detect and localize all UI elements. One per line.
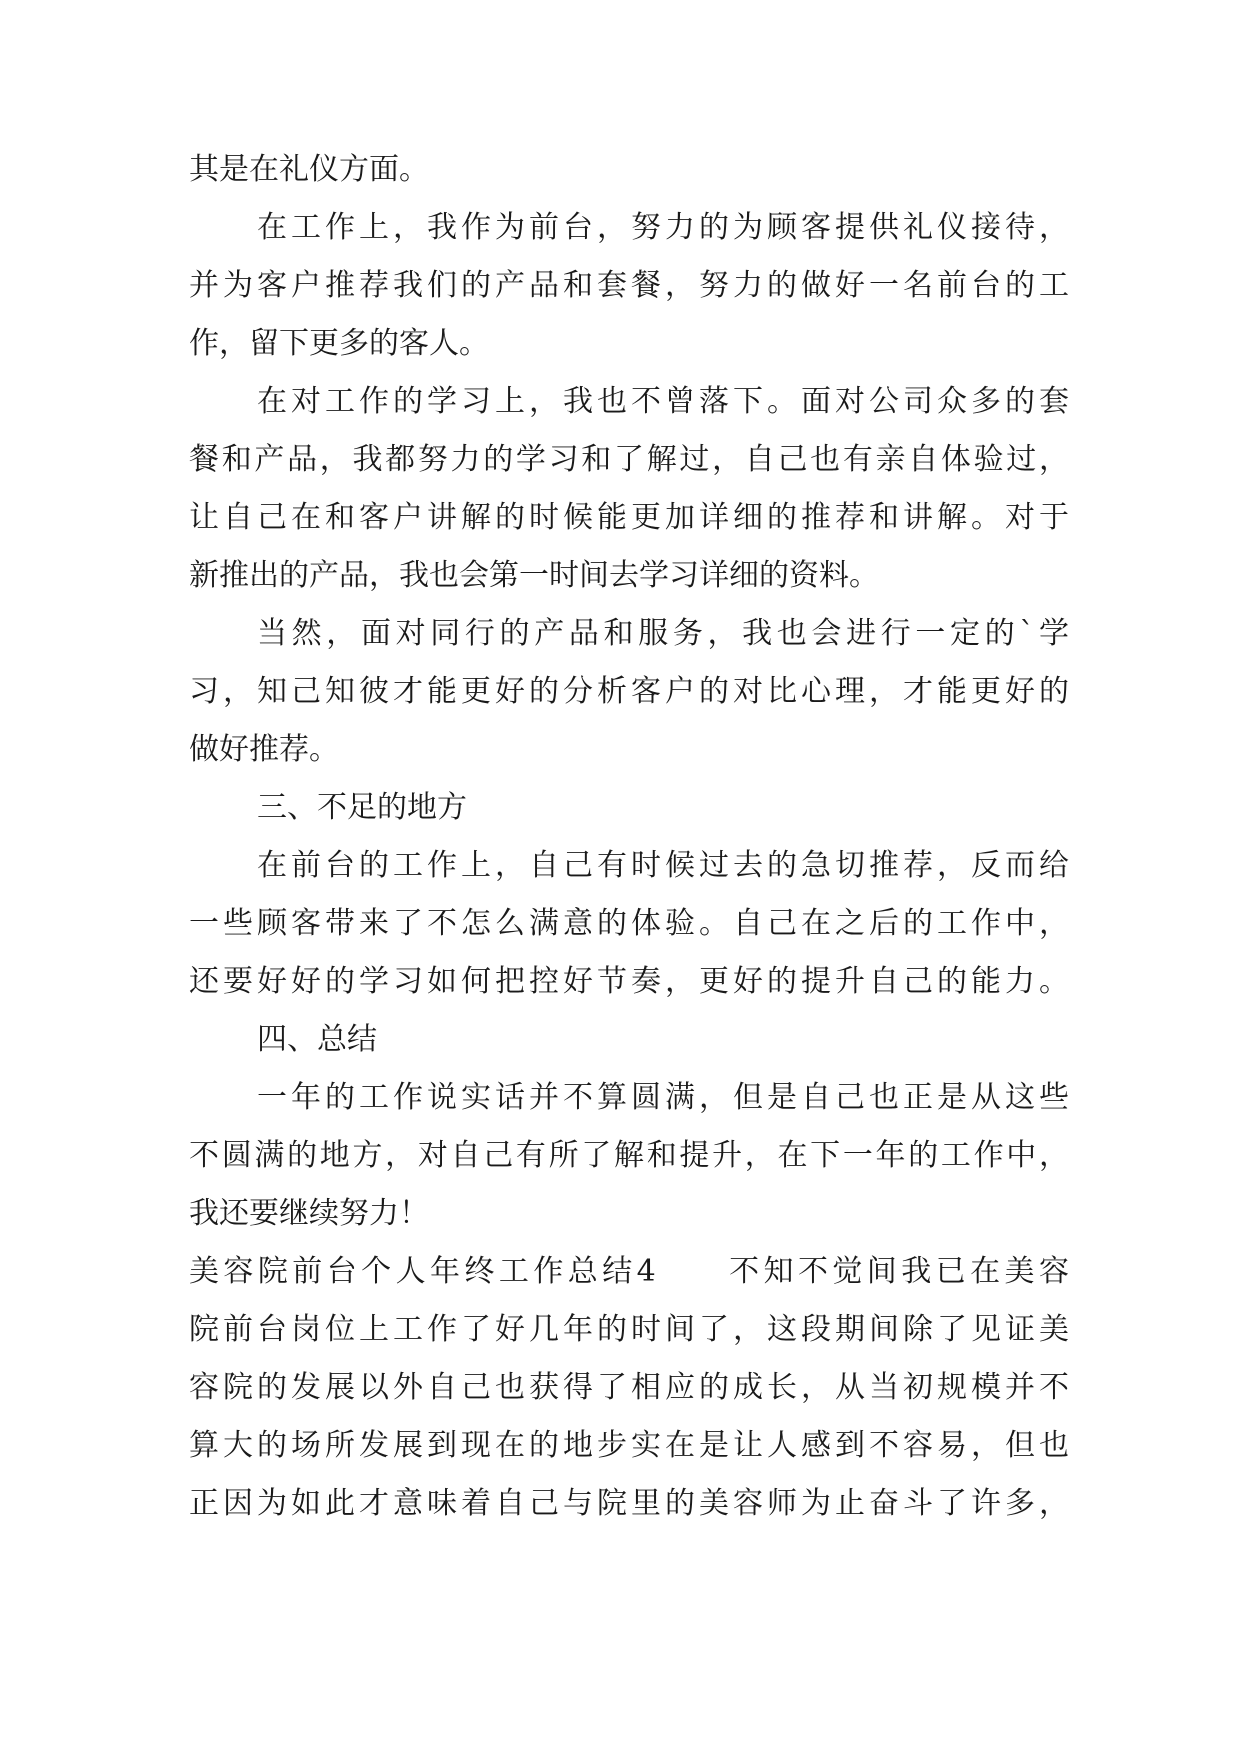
text-line: 不圆满的地方，对自己有所了解和提升，在下一年的工作中， (189, 1138, 1069, 1173)
paragraph-start: 在前台的工作上，自己有时候过去的急切推荐，反而给 (257, 848, 1069, 883)
article-title-line: 美容院前台个人年终工作总结4 不知不觉间我已在美容 (189, 1254, 1069, 1289)
paragraph-start: 一年的工作说实话并不算圆满，但是自己也正是从这些 (257, 1080, 1069, 1115)
text-line: 正因为如此才意味着自己与院里的美容师为止奋斗了许多， (189, 1486, 1069, 1521)
section-heading: 三、不足的地方 (257, 790, 467, 825)
text-line: 其是在礼仪方面。 (189, 152, 429, 187)
text-line: 作，留下更多的客人。 (189, 326, 489, 361)
text-line: 算大的场所发展到现在的地步实在是让人感到不容易，但也 (189, 1428, 1069, 1463)
text-line: 容院的发展以外自己也获得了相应的成长，从当初规模并不 (189, 1370, 1069, 1405)
text-line: 还要好好的学习如何把控好节奏，更好的提升自己的能力。 (189, 964, 1069, 999)
text-line: 新推出的产品，我也会第一时间去学习详细的资料。 (189, 558, 879, 593)
text-line: 习，知己知彼才能更好的分析客户的对比心理，才能更好的 (189, 674, 1069, 709)
text-line: 并为客户推荐我们的产品和套餐，努力的做好一名前台的工 (189, 268, 1069, 303)
text-line: 让自己在和客户讲解的时候能更加详细的推荐和讲解。对于 (189, 500, 1069, 535)
text-line: 院前台岗位上工作了好几年的时间了，这段期间除了见证美 (189, 1312, 1069, 1347)
section-heading: 四、总结 (257, 1022, 377, 1057)
text-line: 我还要继续努力！ (189, 1196, 429, 1231)
text-line: 做好推荐。 (189, 732, 339, 767)
text-line: 一些顾客带来了不怎么满意的体验。自己在之后的工作中， (189, 906, 1069, 941)
paragraph-start: 当然，面对同行的产品和服务，我也会进行一定的`学 (257, 616, 1069, 651)
text-line: 餐和产品，我都努力的学习和了解过，自己也有亲自体验过， (189, 442, 1069, 477)
paragraph-start: 在对工作的学习上，我也不曾落下。面对公司众多的套 (257, 384, 1069, 419)
paragraph-start: 在工作上，我作为前台，努力的为顾客提供礼仪接待， (257, 210, 1069, 245)
